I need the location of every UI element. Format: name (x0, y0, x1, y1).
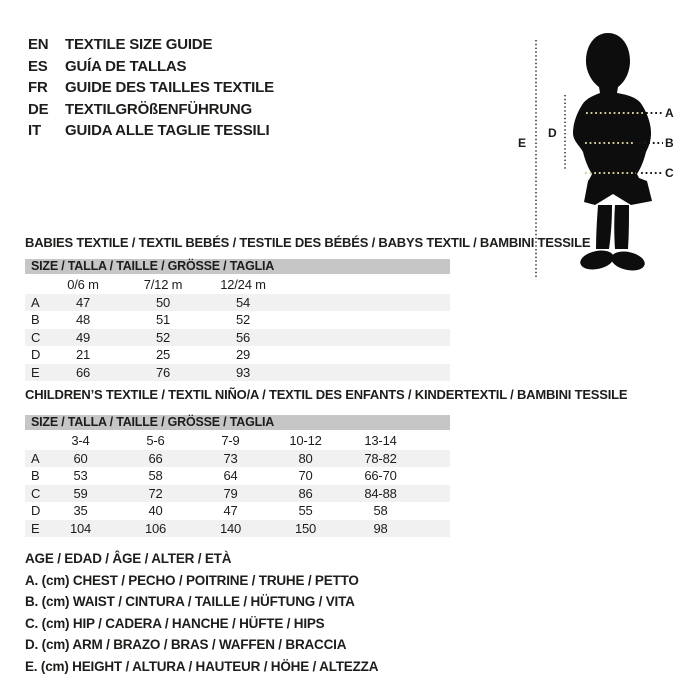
table-cell: 66 (148, 450, 163, 466)
legend-chest: A. (cm) CHEST / PECHO / POITRINE / TRUHE / PETTO (25, 572, 359, 588)
table-cell: 66 (75, 364, 91, 380)
language-row-es (28, 56, 274, 78)
table-cell: 72 (148, 485, 163, 501)
table-cell: 50 (155, 294, 171, 310)
table-row (25, 294, 450, 312)
row-label: D (31, 347, 41, 362)
measurement-legend (25, 548, 378, 677)
table-cell: 66-70 (364, 468, 397, 483)
table-cell: 76 (155, 364, 171, 380)
language-title-list (28, 34, 274, 142)
label-hip-c: C (665, 166, 674, 180)
column-header: 13-14 (364, 433, 397, 448)
table-row (25, 485, 450, 503)
table-cell: 106 (144, 520, 167, 536)
label-chest-a: A (665, 106, 674, 120)
table-cell: 47 (75, 294, 91, 310)
children-section (25, 387, 628, 537)
label-height-e: E (518, 136, 527, 150)
row-label: B (31, 468, 40, 483)
table-cell: 104 (69, 520, 92, 536)
table-cell: 49 (75, 329, 91, 345)
table-row (25, 329, 450, 347)
table-cell: 60 (73, 450, 88, 466)
language-row-it (28, 120, 274, 142)
table-cell: 98 (373, 520, 388, 536)
children-size-table (25, 432, 450, 537)
measurement-figure (505, 25, 695, 290)
babies-size-table (25, 276, 450, 381)
language-row-fr (28, 77, 274, 99)
row-label-spacer (25, 432, 43, 450)
legend-hip: C. (cm) HIP / CADERA / HANCHE / HÜFTE / HIPS (25, 615, 325, 631)
guide-title-de: TEXTILGRÖßENFÜHRUNG (65, 100, 253, 118)
row-label: B (31, 312, 40, 327)
row-label: E (31, 364, 40, 380)
column-header: 12/24 m (220, 277, 266, 292)
language-code: DE (28, 100, 49, 118)
babies-size-header-bar: SIZE / TALLA / TAILLE / GRÖSSE / TAGLIA (25, 259, 450, 274)
babies-section-title: BABIES TEXTILE / TEXTIL BEBÉS / TESTILE DES BÉBÉS / BABYS TEXTIL / BAMBINI TESSILE (25, 235, 591, 250)
table-row (25, 346, 450, 364)
children-section-title: CHILDREN’S TEXTILE / TEXTIL NIÑO/A / TEXTIL DES ENFANTS / KINDERTEXTIL / BAMBINI TESSILE (25, 387, 628, 402)
table-cell: 54 (235, 294, 251, 310)
table-cell: 48 (75, 312, 91, 327)
row-label: C (31, 329, 41, 345)
language-code: IT (28, 122, 41, 139)
table-cell: 84-88 (364, 485, 397, 501)
language-row-en (28, 34, 274, 56)
table-row (25, 450, 450, 468)
children-size-header-bar: SIZE / TALLA / TAILLE / GRÖSSE / TAGLIA (25, 415, 450, 430)
table-cell: 52 (235, 312, 251, 327)
table-row (25, 502, 450, 520)
table-cell: 47 (223, 503, 238, 518)
column-header: 0/6 m (67, 277, 99, 292)
table-cell: 73 (223, 450, 238, 466)
column-header: 10-12 (289, 433, 322, 448)
table-cell: 40 (148, 503, 163, 518)
language-code: FR (28, 79, 48, 96)
table-row (25, 311, 450, 329)
babies-section (25, 235, 591, 381)
language-row-de (28, 99, 274, 121)
label-arm-d: D (548, 126, 557, 140)
table-cell: 25 (155, 347, 171, 362)
table-cell: 86 (298, 485, 313, 501)
right-shoe (610, 249, 647, 274)
legend-waist: B. (cm) WAIST / CINTURA / TAILLE / HÜFTUNG / VITA (25, 594, 355, 609)
table-cell: 51 (155, 312, 171, 327)
table-cell: 58 (148, 468, 163, 483)
legend-age: AGE / EDAD / ÂGE / ALTER / ETÀ (25, 551, 232, 566)
table-cell: 59 (73, 485, 88, 501)
row-label: D (31, 503, 41, 518)
label-waist-b: B (665, 136, 674, 150)
table-header-row (25, 432, 450, 450)
table-row (25, 520, 450, 538)
column-header: 3-4 (71, 433, 90, 448)
table-cell: 35 (73, 503, 88, 518)
language-code: EN (28, 36, 49, 53)
guide-title-en: TEXTILE SIZE GUIDE (65, 36, 213, 53)
row-label: E (31, 520, 40, 536)
table-cell: 55 (298, 503, 313, 518)
table-row (25, 364, 450, 382)
table-cell: 21 (75, 347, 91, 362)
column-header: 5-6 (146, 433, 165, 448)
table-header-row (25, 276, 450, 294)
table-cell: 29 (235, 347, 251, 362)
column-header: 7-9 (221, 433, 240, 448)
table-cell: 64 (223, 468, 238, 483)
row-label: C (31, 485, 41, 501)
table-cell: 52 (155, 329, 171, 345)
guide-title-fr: GUIDE DES TAILLES TEXTILE (65, 79, 274, 96)
row-label: A (31, 450, 40, 466)
column-header: 7/12 m (143, 277, 183, 292)
left-shoe (579, 248, 616, 273)
row-label-spacer (25, 276, 43, 294)
language-code: ES (28, 57, 48, 75)
table-cell: 150 (294, 520, 317, 536)
table-cell: 80 (298, 450, 313, 466)
table-cell: 56 (235, 329, 251, 345)
table-cell: 140 (219, 520, 242, 536)
table-row (25, 467, 450, 485)
table-cell: 78-82 (364, 450, 397, 466)
table-cell: 93 (235, 364, 251, 380)
legend-height: E. (cm) HEIGHT / ALTURA / HAUTEUR / HÖHE / ALTEZZA (25, 658, 379, 674)
legend-arm: D. (cm) ARM / BRAZO / BRAS / WAFFEN / BRACCIA (25, 637, 347, 652)
guide-title-es: GUÍA DE TALLAS (65, 57, 187, 75)
guide-title-it: GUIDA ALLE TAGLIE TESSILI (65, 122, 270, 139)
table-cell: 70 (298, 468, 313, 483)
table-cell: 58 (373, 503, 388, 518)
table-cell: 79 (223, 485, 238, 501)
row-label: A (31, 294, 40, 310)
table-cell: 53 (73, 468, 88, 483)
